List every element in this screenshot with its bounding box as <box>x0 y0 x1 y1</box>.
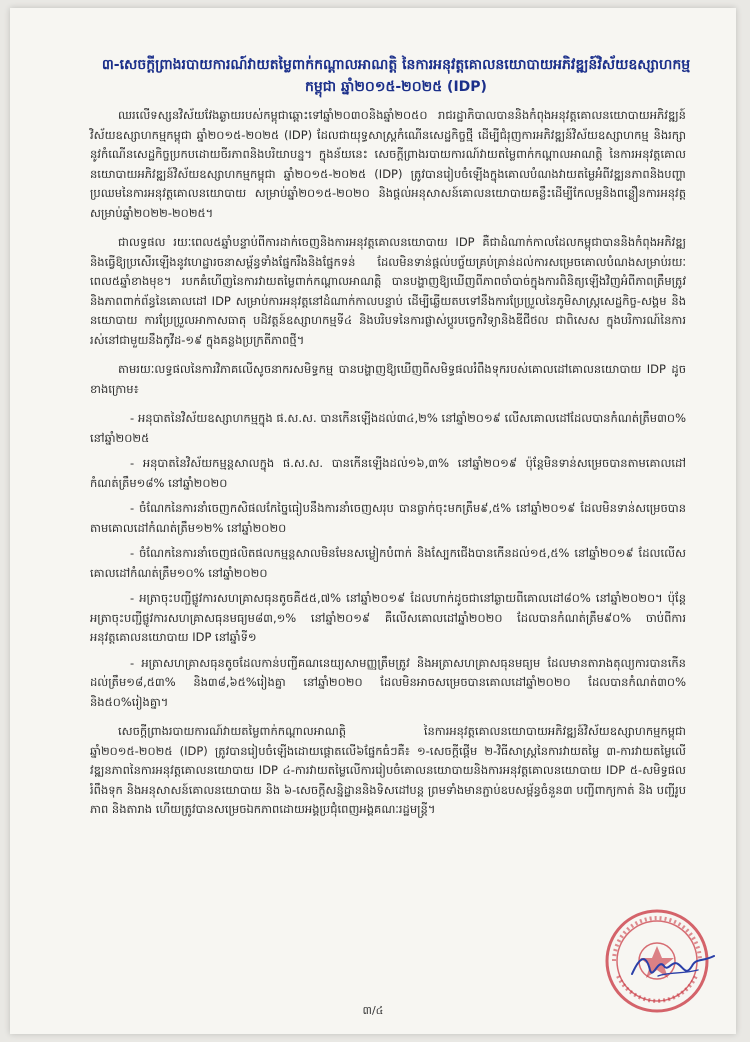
paragraph: ឈរលើទស្សនវិស័យវែងឆ្ងាយរបស់កម្ពុជាឆ្ពោះទៅឆ្នាំ២០៣០និងឆ្នាំ២០៥០ រាជរដ្ឋាភិបាលបាននិងកំពុងអនុវត្តគោលនយោបាយអភិវឌ្ឍន៍វិស័យឧស្សាហកម្មកម្ពុជា ឆ្នាំ២០១៥-២០២៥ (IDP) ដែលជាយុទ្ធសាស្ត្រកំណើនសេដ្ឋកិច្ចថ្មី ដើម្បីជំរុញការអភិវឌ្ឍន៍វិស័យឧស្សាហកម្ម និងរក្សានូវកំណើនសេដ្ឋកិច្ចប្រកបដោយចីរភាពនិងបរិយាបន្ន។ ក្នុងន័យនេះ សេចក្តីព្រាងរបាយការណ៍វាយតម្លៃពាក់កណ្តាលអាណត្តិ នៃការអនុវត្តគោលនយោបាយអភិវឌ្ឍន៍វិស័យឧស្សាហកម្មកម្ពុជា ឆ្នាំ២០១៥-២០២៥ (IDP) ត្រូវបានរៀបចំឡើងក្នុងគោលបំណងវាយតម្លៃអំពីវឌ្ឍនភាពនិងបញ្ហាប្រឈមនៃការអនុវត្តគោលនយោបាយ សម្រាប់ឆ្នាំ២០១៥-២០២០ និងផ្តល់អនុសាសន៍គោលនយោបាយគន្លឹះដើម្បីកែលម្អនិងពន្លឿនការអនុវត្ត សម្រាប់ឆ្នាំ២០២២-២០២៥។ <box>90 108 686 220</box>
paragraph: ជាលទ្ធផល រយៈពេល៥ឆ្នាំបន្ទាប់ពីការដាក់ចេញនិងការអនុវត្តគោលនយោបាយ IDP គឺជាដំណាក់កាលដែលកម្ពុជាបាននិងកំពុងអភិវឌ្ឍ និងធ្វើឱ្យប្រសើរឡើងនូវហេដ្ឋារចនាសម្ព័ន្ធទាំងផ្នែករឹងនិងផ្នែកទន់ ដែលមិនទាន់ផ្តល់បច្ច័យគ្រប់គ្រាន់ដល់ការសម្រេចគោលបំណងសម្រាប់រយៈពេល៥ឆ្នាំខាងមុខ។ របកគំហើញនៃការវាយតម្លៃពាក់កណ្តាលអាណត្តិ បានបង្ហាញឱ្យឃើញពីភាពចាំបាច់ក្នុងការពិនិត្យឡើងវិញអំពីភាពត្រឹមត្រូវនិងភាពពាក់ព័ន្ធនៃគោលដៅ IDP សម្រាប់ការអនុវត្តនៅដំណាក់កាលបន្ទាប់ ដើម្បីឆ្លើយតបទៅនឹងការប្រែប្រួលនៃភូមិសាស្ត្រសេដ្ឋកិច្ច-សង្គម និងនយោបាយ ការប្រែប្រួលអាកាសធាតុ បដិវត្តន៍ឧស្សាហកម្មទី៤ និងបរិបទនៃការផ្លាស់ប្តូរបច្ចេកវិទ្យានិងឌីជីថល ជាពិសេស ក្នុងបរិការណ៍នៃការរស់នៅជាមួយនឹងកូវីដ-១៩ ក្នុងគន្លងប្រក្រតីភាពថ្មី។ <box>90 235 686 347</box>
list-item: - អនុបាតនៃវិស័យឧស្សាហកម្មក្នុង ផ.ស.ស. បានកើនឡើងដល់៣៤,២% នៅឆ្នាំ២០១៩ លើសគោលដៅដែលបានកំណត់ត្រឹម៣០% នៅឆ្នាំ២០២៥ <box>90 409 686 448</box>
document-page <box>10 8 736 1034</box>
paragraph: តាមរយៈលទ្ធផលនៃការវិភាគលើសូចនាករសមិទ្ធកម្ម បានបង្ហាញឱ្យឃើញពីសមិទ្ធផលរំពឹងទុករបស់គោលដៅគោលនយោបាយ IDP ដូចខាងក្រោម៖ <box>90 362 686 396</box>
list-item: - អត្រាចុះបញ្ជីផ្លូវការសហគ្រាសធុនតូចគឺ៥៥,៧% នៅឆ្នាំ២០១៩ ដែលហាក់ដូចជានៅឆ្ងាយពីគោលដៅ៨០% នៅឆ្នាំ២០២០។ ប៉ុន្តែអត្រាចុះបញ្ជីផ្លូវការសហគ្រាសធុនមធ្យម៨៣,១% នៅឆ្នាំ២០១៩ គឺលើសគោលដៅឆ្នាំ២០២០ ដែលបានកំណត់ត្រឹម៩០% ចាប់ពីការអនុវត្តគោលនយោបាយ IDP នៅឆ្នាំទី១ <box>90 589 686 648</box>
document-title: ៣-សេចក្តីព្រាងរបាយការណ៍វាយតម្លៃពាក់កណ្តាលអាណត្តិ នៃការអនុវត្តគោលនយោបាយអភិវឌ្ឍន៍វិស័យឧស្សាហកម្មកម្ពុជា ឆ្នាំ២០១៥-២០២៥ (IDP) <box>101 57 691 95</box>
list-item: - ចំណែកនៃការនាំចេញកសិផលកែច្នៃធៀបនឹងការនាំចេញសរុប បានធ្លាក់ចុះមកត្រឹម៩,៥% នៅឆ្នាំ២០១៩ ដែលមិនទាន់សម្រេចបានតាមគោលដៅកំណត់ត្រឹម១២% នៅឆ្នាំ២០២០ <box>90 499 686 538</box>
list-item: - អត្រាសហគ្រាសធុនតូចដែលកាន់បញ្ជីគណនេយ្យសាមញ្ញត្រឹមត្រូវ និងអត្រាសហគ្រាសធុនមធ្យម ដែលមានតារាងតុល្យការបានកើនដល់ត្រឹម១៨,៥៣% និង៣៨,៦៥%រៀងគ្នា នៅឆ្នាំ២០២០ ដែលមិនអាចសម្រេចបានគោលដៅឆ្នាំ២០២០ ដែលបានកំណត់៣០% និង៥០%រៀងគ្នា។ <box>90 654 686 713</box>
list-item: - អនុបាតនៃវិស័យកម្មន្តសាលក្នុង ផ.ស.ស. បានកើនឡើងដល់១៦,៣% នៅឆ្នាំ២០១៩ ប៉ុន្តែមិនទាន់សម្រេចបានតាមគោលដៅកំណត់ត្រឹម១៨% នៅឆ្នាំ២០២០ <box>90 454 686 493</box>
list-item: - ចំណែកនៃការនាំចេញផលិតផលកម្មន្តសាលមិនមែនសម្លៀកបំពាក់ និងស្បែកជើងបានកើនដល់១៥,៥% នៅឆ្នាំ២០១៩ ដែលលើសគោលដៅកំណត់ត្រឹម១០% នៅឆ្នាំ២០២០ <box>90 544 686 583</box>
signature <box>628 946 718 986</box>
bullet-list <box>90 409 686 712</box>
document-body <box>90 106 686 830</box>
page-number: ៣/៤ <box>362 1004 384 1017</box>
closing-paragraph: សេចក្តីព្រាងរបាយការណ៍វាយតម្លៃពាក់កណ្តាលអាណត្តិ នៃការអនុវត្តគោលនយោបាយអភិវឌ្ឍន៍វិស័យឧស្សាហកម្មកម្ពុជា ឆ្នាំ២០១៥-២០២៥ (IDP) ត្រូវបានរៀបចំឡើងដោយផ្តោតលើ៦ផ្នែកធំៗគឺ៖ ១-សេចក្តីផ្តើម ២-វិធីសាស្ត្រនៃការវាយតម្លៃ ៣-ការវាយតម្លៃលើវឌ្ឍនភាពនៃការអនុវត្តគោលនយោបាយ IDP ៤-ការវាយតម្លៃលើការរៀបចំគោលនយោបាយនិងការអនុវត្តគោលនយោបាយ IDP ៥-សមិទ្ធផលរំពឹងទុក និងអនុសាសន៍គោលនយោបាយ និង ៦-សេចក្តីសន្និដ្ឋាននិងទិសដៅបន្ត ព្រមទាំងមានភ្ជាប់ឧបសម្ព័ន្ធចំនួន៣ បញ្ជីពាក្យកាត់ និង បញ្ជីរូបភាព និងតារាង ហើយត្រូវបានសម្រេចឯកភាពដោយអង្គប្រជុំពេញអង្គគណៈរដ្ឋមន្ត្រី។ <box>90 724 686 816</box>
